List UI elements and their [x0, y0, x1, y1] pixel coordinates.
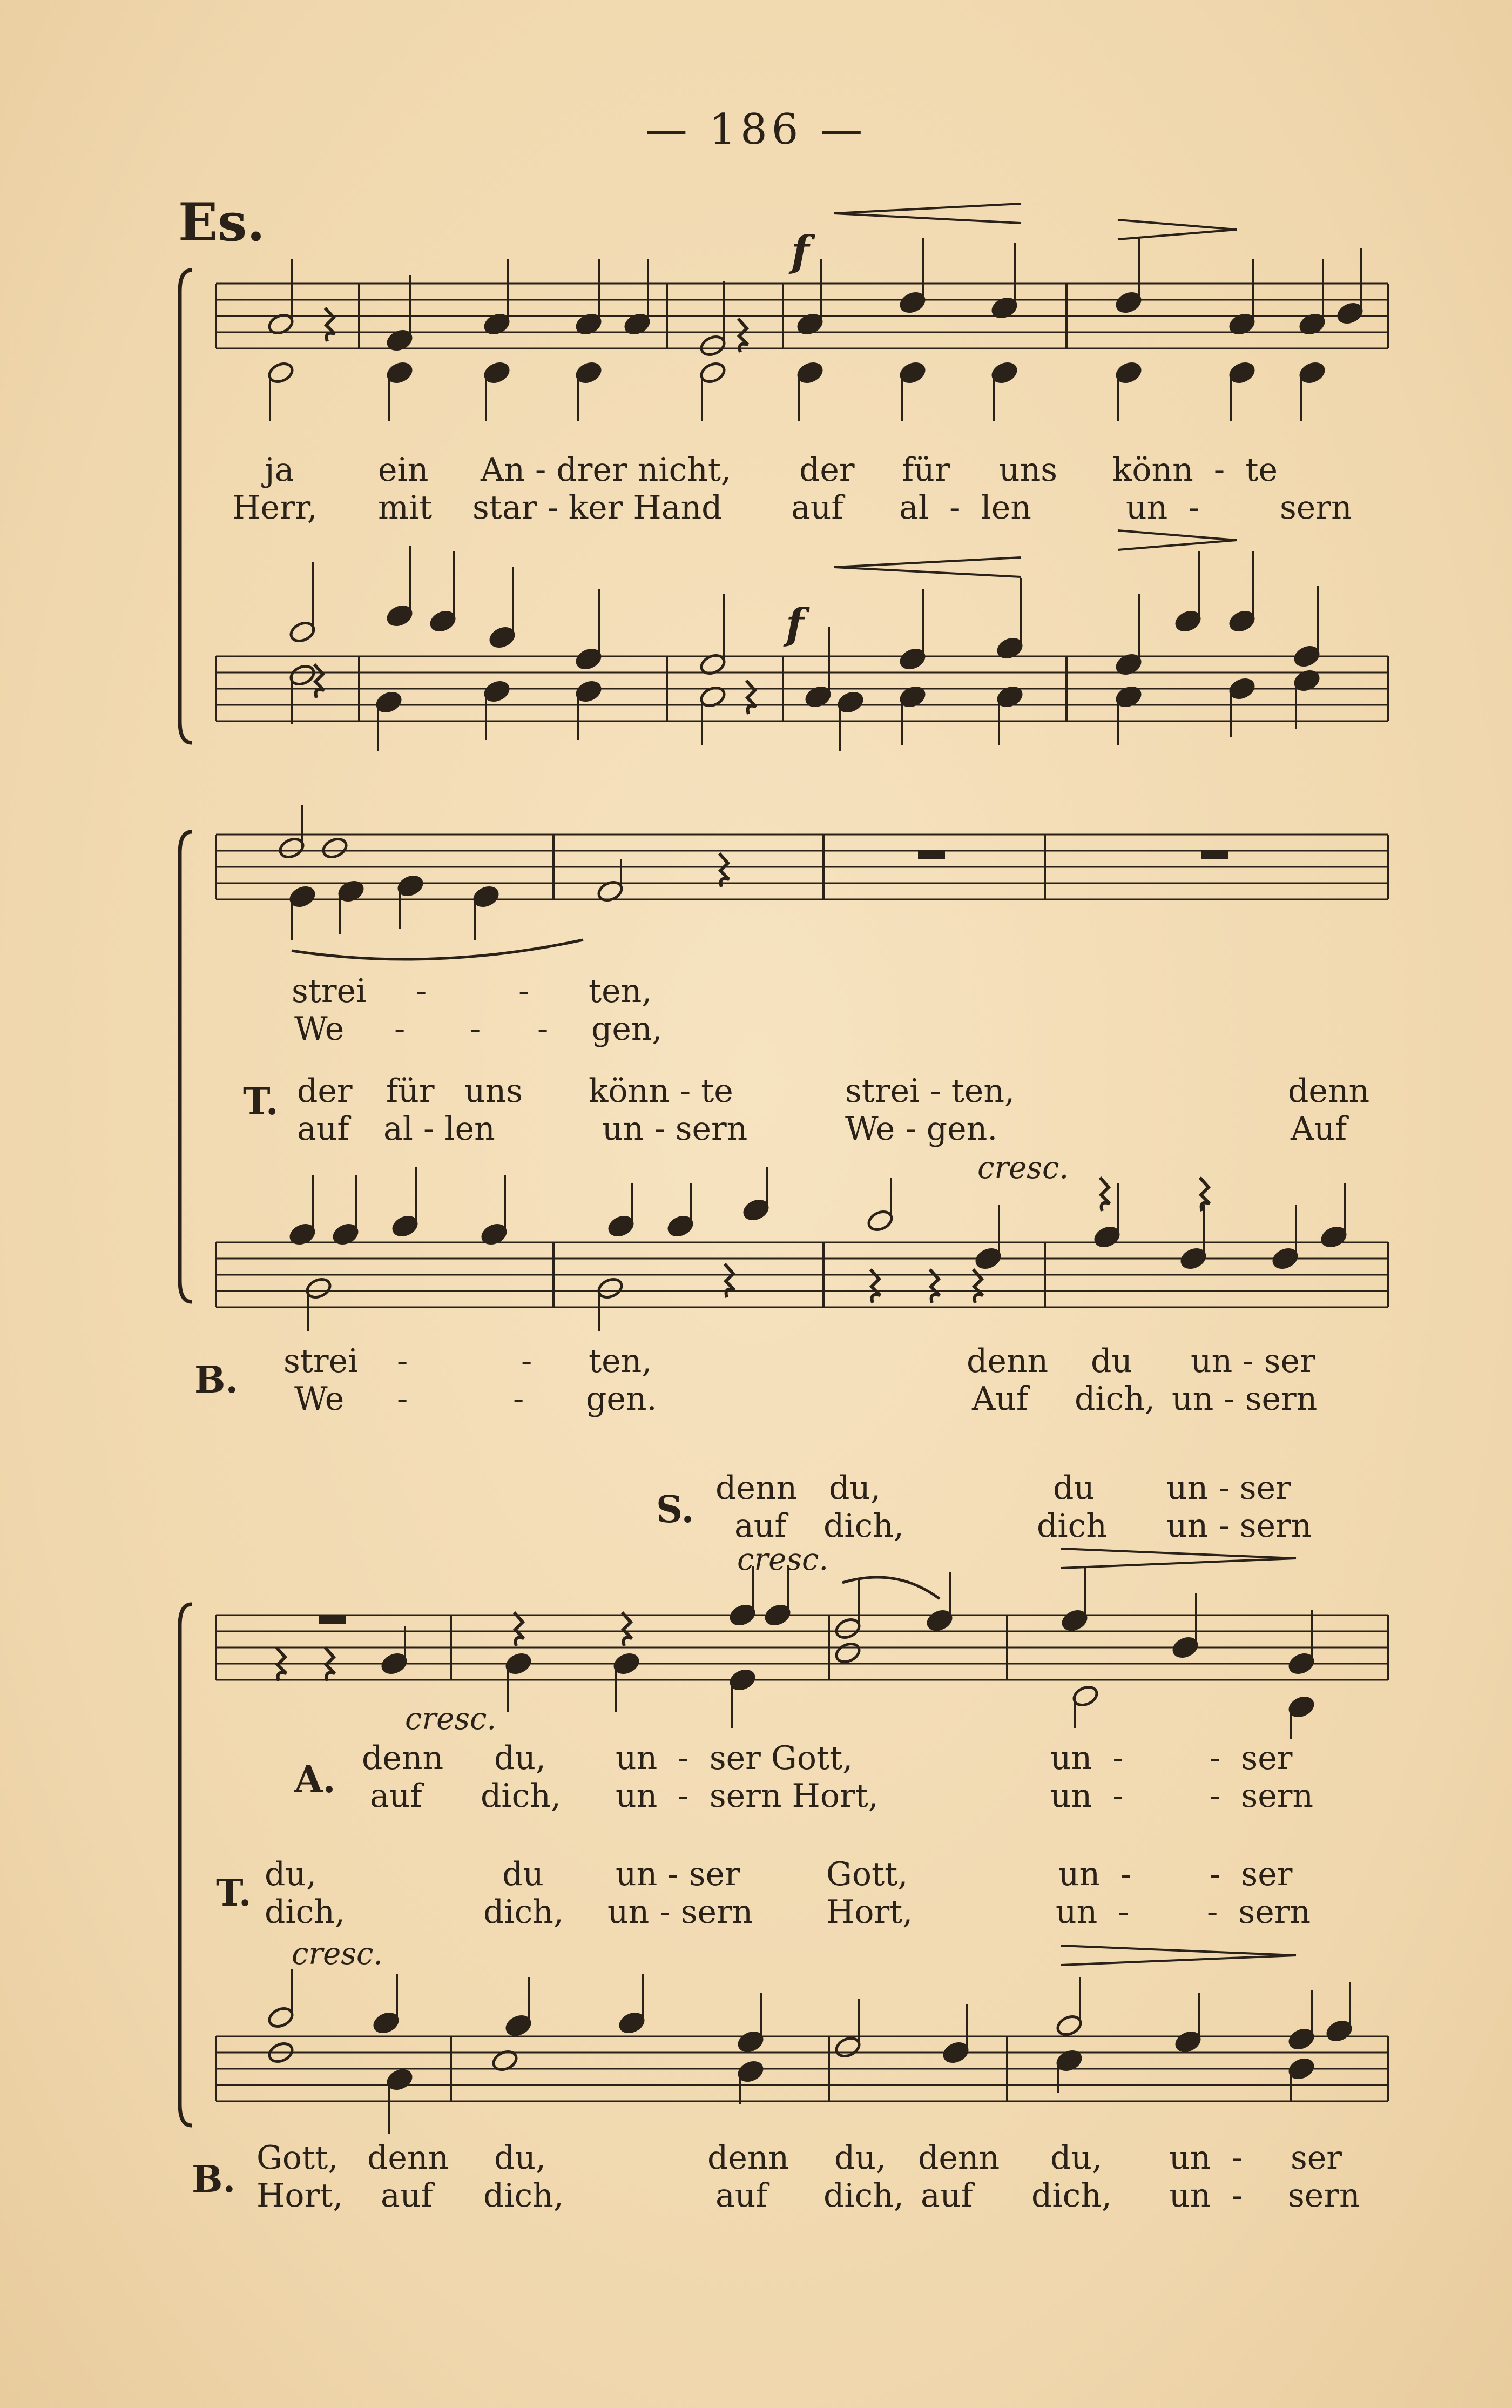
lyric: dich, [824, 1507, 904, 1545]
lyric: An - drer nicht, [481, 451, 732, 489]
quarter-rest [314, 664, 324, 698]
system-brace [180, 1604, 192, 2126]
system-brace [180, 832, 192, 1302]
lyric: denn [367, 2139, 449, 2177]
lyric: gen. [586, 1380, 657, 1418]
lyric: Auf [972, 1380, 1029, 1418]
lyric: auf [381, 2177, 433, 2215]
lyric: - [513, 1380, 524, 1418]
lyric: für [386, 1072, 435, 1110]
slur [842, 1577, 940, 1599]
lyric: sern [1280, 489, 1352, 527]
lyric: dich, [265, 1893, 345, 1931]
hairpin [1061, 1558, 1296, 1568]
lyric: un - [1126, 489, 1199, 527]
dynamic-forte: f [791, 227, 809, 276]
lyric: Hort, [826, 1893, 913, 1931]
hairpin [1061, 1955, 1296, 1965]
quarter-rest [1100, 1178, 1110, 1211]
lyric: ja [265, 451, 294, 489]
lyric: denn [1288, 1072, 1370, 1110]
lyric: un - ser Gott, [616, 1739, 853, 1777]
lyric: Gott, [826, 1855, 908, 1893]
lyric: un - ser [1191, 1342, 1315, 1380]
lyric: denn [362, 1739, 444, 1777]
lyric: al - len [899, 489, 1031, 527]
quarter-rest [738, 319, 748, 352]
system-brace [180, 270, 192, 743]
voice-label-tenor: T. [243, 1080, 279, 1124]
lyric: strei - ten, [845, 1072, 1015, 1110]
lyric: dich, [483, 2177, 564, 2215]
lyric: Hort, [256, 2177, 343, 2215]
lyric: Gott, [256, 2139, 339, 2177]
hairpin [1118, 530, 1237, 540]
lyric: We [294, 1380, 345, 1418]
quarter-rest [325, 308, 335, 341]
hairpin [834, 204, 1021, 213]
lyric: du, [494, 2139, 546, 2177]
slur [292, 940, 583, 959]
lyric: un - ser [616, 1855, 740, 1893]
voice-label-bass: B. [194, 1358, 239, 1402]
lyric: denn [967, 1342, 1049, 1380]
quarter-rest [514, 1612, 524, 1646]
lyric: könn - te [589, 1072, 733, 1110]
hairpin [1118, 540, 1237, 550]
lyric: un - [1169, 2139, 1243, 2177]
cresc-marking: cresc. [977, 1151, 1069, 1186]
cresc-marking: cresc. [292, 1936, 383, 1972]
hairpin [834, 557, 1021, 567]
lyric: auf [791, 489, 843, 527]
lyric: We [294, 1010, 345, 1048]
note-head [321, 836, 349, 860]
hairpin [1061, 1946, 1296, 1955]
lyric: We - gen. [845, 1110, 998, 1148]
quarter-rest [725, 1264, 734, 1297]
lyric: auf [921, 2177, 973, 2215]
voice-label-tenor: T. [216, 1872, 252, 1915]
lyric: un - sern [1172, 1380, 1318, 1418]
lyric: - [518, 972, 530, 1010]
whole-rest [1202, 851, 1228, 859]
hairpin [834, 213, 1021, 223]
cresc-marking: cresc. [737, 1542, 829, 1577]
lyric: ein [378, 451, 429, 489]
lyric: dich, [483, 1893, 564, 1931]
lyric: für [902, 451, 950, 489]
whole-rest [918, 851, 945, 859]
lyric: uns [999, 451, 1058, 489]
lyric: du, [265, 1855, 317, 1893]
lyric: der [799, 451, 855, 489]
dynamic-forte: f [786, 600, 804, 649]
lyric: dich, [824, 2177, 904, 2215]
lyric: Auf [1291, 1110, 1347, 1148]
key-signature-label: Es. [178, 192, 265, 253]
lyric: un - sern [608, 1893, 753, 1931]
lyric: du [1053, 1469, 1095, 1507]
lyric: star - ker Hand [473, 489, 723, 527]
quarter-rest [719, 853, 729, 887]
lyric: - [397, 1342, 408, 1380]
lyric: du [1091, 1342, 1133, 1380]
lyric: denn [918, 2139, 1000, 2177]
lyric: - ser [1210, 1739, 1293, 1777]
lyric: dich [1037, 1507, 1107, 1545]
cresc-marking: cresc. [405, 1701, 497, 1737]
lyric: ten, [589, 972, 652, 1010]
lyric: ten, [589, 1342, 652, 1380]
hairpin [1118, 230, 1237, 239]
hairpin [834, 567, 1021, 577]
lyric: könn - te [1112, 451, 1278, 489]
lyric: du, [1050, 2139, 1103, 2177]
lyric: auf [297, 1110, 349, 1148]
lyric: un - sern [1166, 1507, 1312, 1545]
lyric: - sern [1210, 1777, 1314, 1815]
lyric: dich, [1031, 2177, 1112, 2215]
lyric: strei [284, 1342, 359, 1380]
lyric: du, [494, 1739, 546, 1777]
hairpin [1118, 220, 1237, 230]
lyric: un - [1050, 1739, 1124, 1777]
lyric: denn [716, 1469, 798, 1507]
lyric: du, [829, 1469, 881, 1507]
lyric: un - [1169, 2177, 1243, 2215]
voice-label-bass: B. [192, 2158, 236, 2201]
lyric: - [416, 972, 427, 1010]
lyric: du, [834, 2139, 887, 2177]
lyric: - ser [1210, 1855, 1293, 1893]
page-number: — 186 — [645, 105, 867, 154]
lyric: - [470, 1010, 481, 1048]
lyric: - sern [1207, 1893, 1311, 1931]
voice-label-soprano: S. [656, 1488, 694, 1531]
whole-rest [319, 1615, 346, 1624]
lyric: un - sern [602, 1110, 748, 1148]
lyric: auf [734, 1507, 787, 1545]
voice-label-alto: A. [294, 1758, 336, 1801]
lyric: Herr, [232, 489, 318, 527]
lyric: dich, [481, 1777, 561, 1815]
lyric: der [297, 1072, 353, 1110]
lyric: gen, [591, 1010, 663, 1048]
lyric: uns [464, 1072, 523, 1110]
lyric: un - [1058, 1855, 1132, 1893]
lyric: auf [370, 1777, 422, 1815]
lyric: dich, [1075, 1380, 1155, 1418]
lyric: un - [1050, 1777, 1124, 1815]
lyric: auf [716, 2177, 768, 2215]
lyric: strei [292, 972, 367, 1010]
lyric: denn [707, 2139, 789, 2177]
lyric: ser [1291, 2139, 1342, 2177]
hairpin [1061, 1549, 1296, 1558]
quarter-rest [622, 1612, 632, 1646]
lyric: al - len [383, 1110, 495, 1148]
note-head [834, 1640, 862, 1665]
lyric: un - [1056, 1893, 1129, 1931]
lyric: sern [1288, 2177, 1360, 2215]
lyric: un - ser [1166, 1469, 1291, 1507]
lyric: - [394, 1010, 406, 1048]
lyric: du [502, 1855, 544, 1893]
lyric: mit [378, 489, 433, 527]
lyric: - [521, 1342, 532, 1380]
lyric: un - sern Hort, [616, 1777, 879, 1815]
lyric: - [537, 1010, 549, 1048]
lyric: - [397, 1380, 408, 1418]
quarter-rest [746, 681, 756, 714]
